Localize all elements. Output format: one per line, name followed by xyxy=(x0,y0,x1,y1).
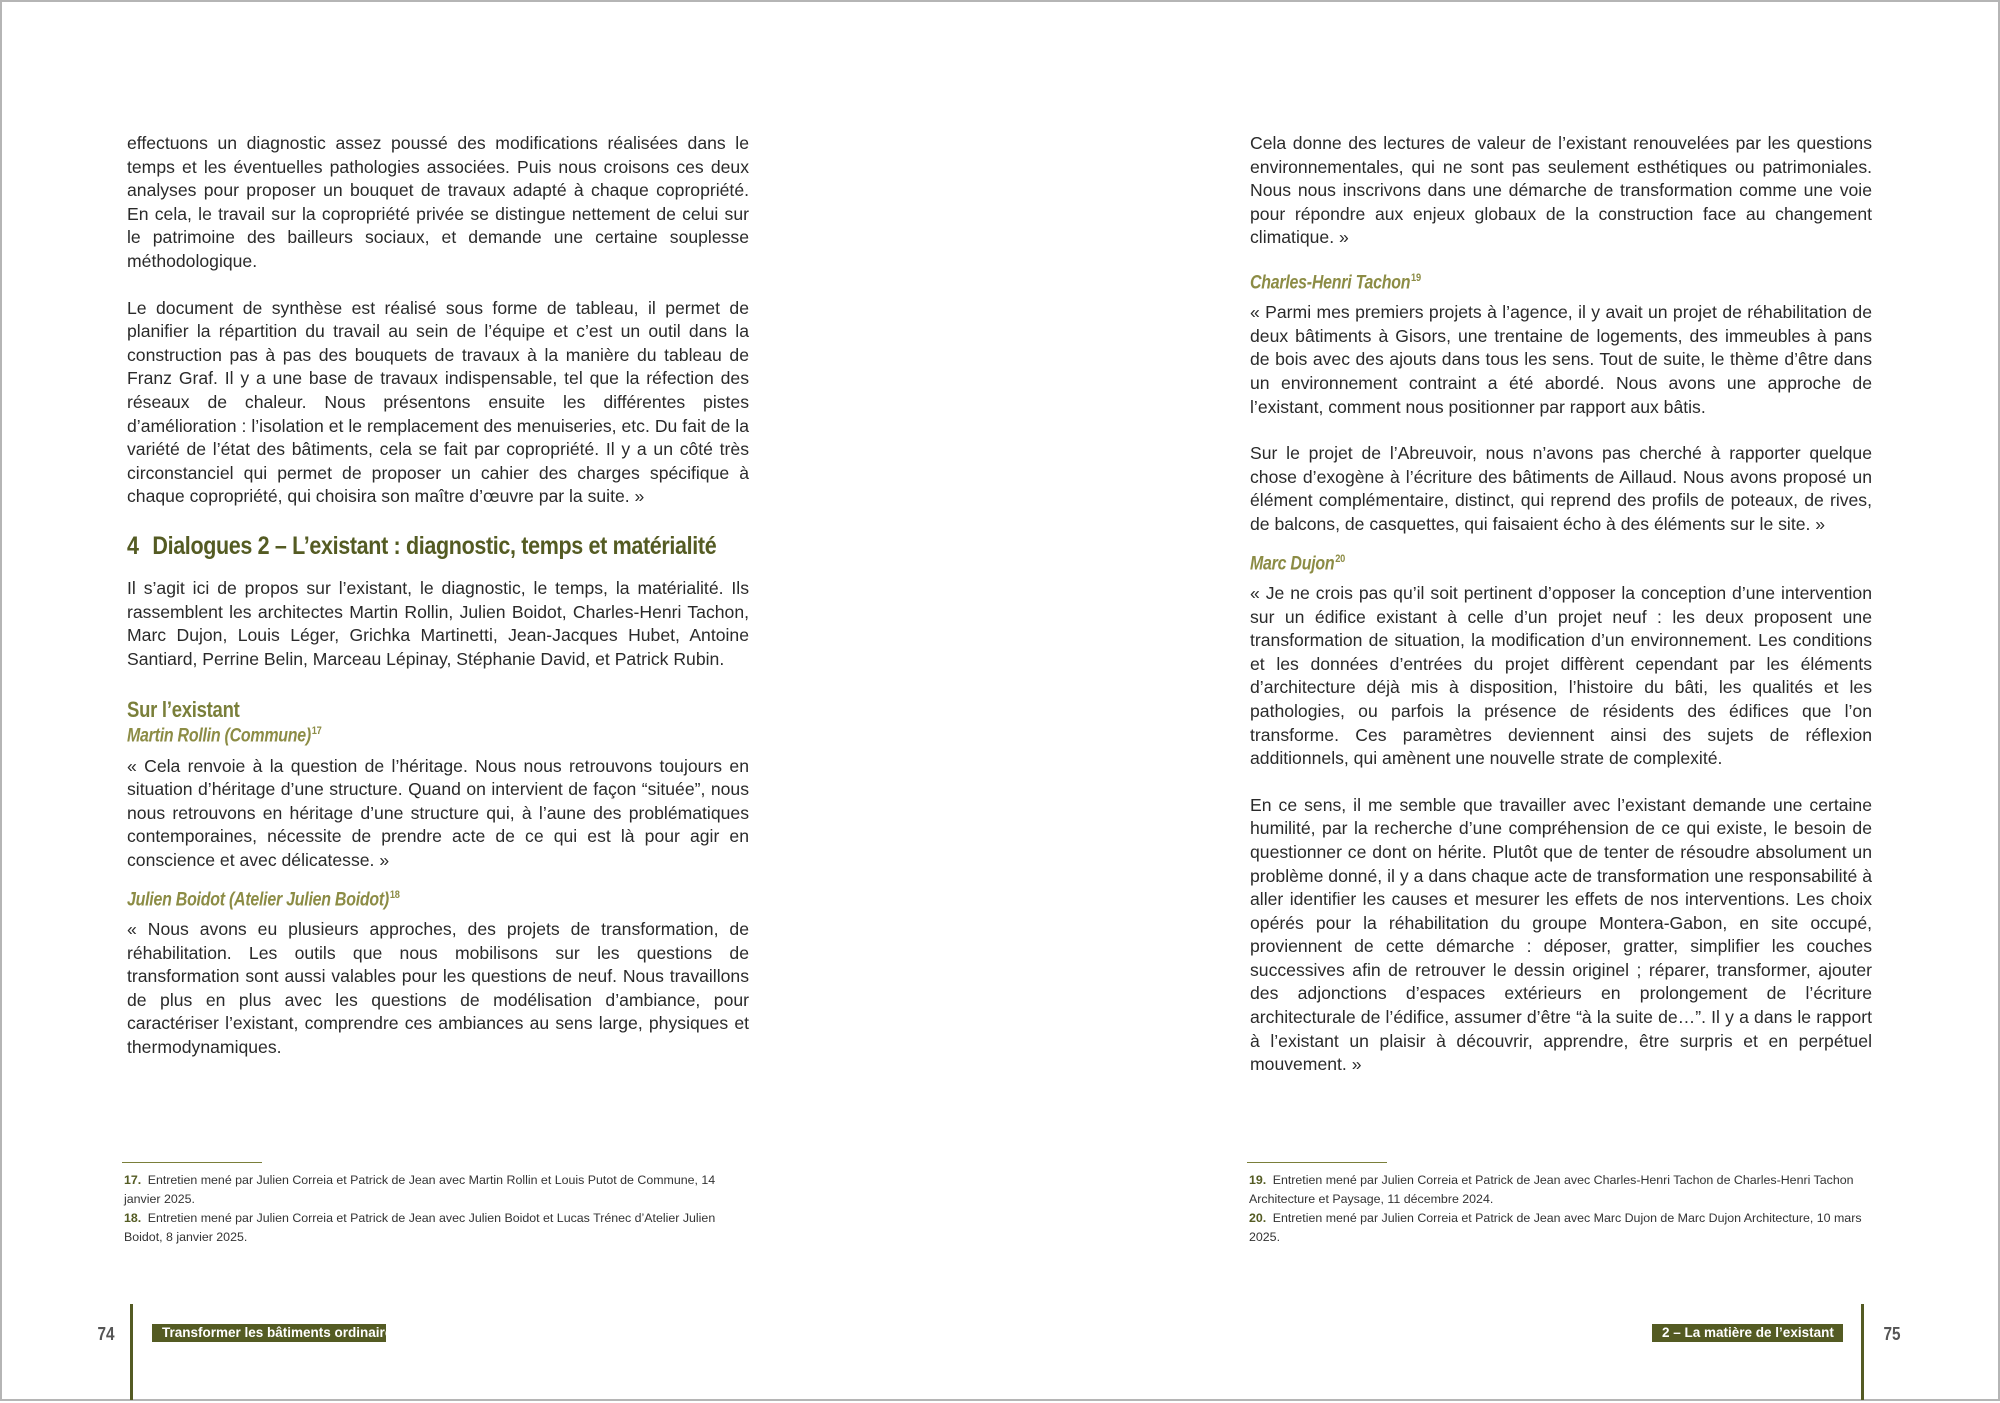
footnotes xyxy=(1249,1171,1875,1247)
running-title: 2 – La matière de l’existant xyxy=(1652,1324,1843,1342)
speaker-quote: « Nous avons eu plusieurs approches, des projets de transformation, de réhabilitation. Les outils que nous mobilisons sur les questions de transformation sont aussi valables pour les questions de neuf. Nous travaillons de plus en plus avec les questions de modélisation d’ambiance, pour caractériser l’existant, comprendre ces ambiances au sens large, physiques et thermodynamiques. xyxy=(127,918,749,1057)
footnote-ref[interactable]: 17 xyxy=(311,725,322,738)
left-page xyxy=(2,2,1002,1403)
footnote-ref[interactable]: 20 xyxy=(1335,552,1345,565)
footer-rule xyxy=(1861,1304,1864,1400)
footnote: 19. Entretien mené par Julien Correia et Patrick de Jean avec Charles-Henri Tachon de Charles-Henri Tachon Architecture et Paysage, 11 décembre 2024. xyxy=(1249,1173,1854,1206)
page-number: 75 xyxy=(1883,1324,1901,1344)
footnote: 18. Entretien mené par Julien Correia et Patrick de Jean avec Julien Boidot et Lucas Trénec d’Atelier Julien Boidot, 8 janvier 2025. xyxy=(124,1211,716,1244)
footnote-ref[interactable]: 18 xyxy=(389,888,400,901)
section-title: Dialogues 2 – L’existant : diagnostic, temps et matérialité xyxy=(152,531,717,560)
page-number: 74 xyxy=(97,1324,115,1344)
speaker-quote: En ce sens, il me semble que travailler avec l’existant demande une certaine humilité, par la recherche d’une compréhension de ce qui existe, le besoin de questionner ce dont on hérite. Plutôt que de tenter de résoudre absolument un problème donné, il y a dans chaque acte de transformation une responsabilité à aller identifier les causes et mesurer les effets de nos interventions. Les choix opérés pour la réhabilitation du groupe Montera-Gabon, en site occupé, proviennent de cette démarche : déposer, gratter, simplifier les couches successives afin de retrouver le dessin originel ; réparer, transformer, ajouter des adjonctions d’espaces extérieurs en prolongement de l’écriture architecturale de l’édifice, assumer d’être “à la suite de…”. Il y a dans le rapport à l’existant un plaisir à découvrir, apprendre, être surpris et en perpétuel mouvement. » xyxy=(1250,794,1872,1075)
subsection-title: Sur l’existant xyxy=(127,697,240,723)
speaker-name: Marc Dujon$^{20}$ xyxy=(1250,552,1345,574)
speaker-quote: « Je ne crois pas qu’il soit pertinent d’opposer la conception d’une intervention sur un édifice existant à celle d’un projet neuf : les deux proposent une transformation de situation, la modification d’un environnement. Les conditions et les données d’entrées du projet diffèrent cependant par les éléments d’architecture déjà mis à disposition, l’histoire du bâti, les qualités et les pathologies, ou parfois la présence de résidents des édifices que l’on transforme. Ces paramètres deviennent ainsi des sujets de réflexion additionnels, qui amènent une nouvelle strate de complexité. xyxy=(1250,582,1872,769)
speaker-quote: « Cela renvoie à la question de l’héritage. Nous nous retrouvons toujours en situation d’héritage d’une structure. Quand on intervient de façon “située”, nous nous retrouvons en héritage d’une structure qui, à l’aune des problématiques contemporaines, nécessite de prendre acte de ce qui est là pour agir en conscience et avec délicatesse. » xyxy=(127,755,749,870)
section-intro: Il s’agit ici de propos sur l’existant, le diagnostic, le temps, la matérialité. Ils rassemblent les architectes Martin Rollin, Julien Boidot, Charles-Henri Tachon, Marc Dujon, Louis Léger, Grichka Martinetti, Jean-Jacques Hubet, Antoine Santiard, Perrine Belin, Marceau Lépinay, Stéphanie David, et Patrick Rubin. xyxy=(127,577,749,669)
section-heading xyxy=(127,531,717,561)
right-page xyxy=(1002,2,2000,1403)
footnote: 17. Entretien mené par Julien Correia et Patrick de Jean avec Martin Rollin et Louis Putot de Commune, 14 janvier 2025. xyxy=(124,1173,716,1206)
section-number: 4 xyxy=(127,531,139,560)
footnotes xyxy=(124,1171,750,1247)
speaker-name: Martin Rollin (Commune)$^{17}$ xyxy=(127,725,322,747)
footnote-rule xyxy=(122,1162,262,1163)
speaker-quote: « Parmi mes premiers projets à l’agence, il y avait un projet de réhabilitation de deux bâtiments à Gisors, une trentaine de logements, des immeubles à pans de bois avec des ajouts dans tous les sens. Tout de suite, le thème d’être dans un environnement contraint a été abordé. Nous avons une approche de l’existant, comment nous positionner par rapport aux bâtis. xyxy=(1250,302,1872,417)
paragraph: Le document de synthèse est réalisé sous forme de tableau, il permet de planifier la répartition du travail au sein de l’équipe et c’est un outil dans la construction pas à pas des bouquets de travaux à la manière du tableau de Franz Graf. Il y a une base de travaux indispensable, tel que la réfection des réseaux de chaleur. Nous présentons ensuite les différentes pistes d’amélioration : l’isolation et le remplacement des menuiseries, etc. Du fait de la variété de l’état des bâtiments, cela se fait par copropriété. Il y a un côté très circonstanciel qui permet de proposer un cahier des charges spécifique à chaque copropriété, qui choisira son maître d’œuvre par la suite. » xyxy=(127,297,749,507)
paragraph: Cela donne des lectures de valeur de l’existant renouvelées par les questions environnementales, qui ne sont pas seulement esthétiques ou patrimoniales. Nous nous inscrivons dans une démarche de transformation comme une voie pour répondre aux enjeux globaux de la construction face au changement climatique. » xyxy=(1250,133,1872,248)
footnote-rule xyxy=(1247,1162,1387,1163)
paragraph: effectuons un diagnostic assez poussé des modifications réalisées dans le temps et les éventuelles pathologies associées. Puis nous croisons ces deux analyses pour proposer un bouquet de travaux adapté à chaque copropriété. En cela, le travail sur la copropriété privée se distingue nettement de celui sur le patrimoine des bailleurs sociaux, et demande une certaine souplesse méthodologique. xyxy=(127,133,749,271)
running-title: Transformer les bâtiments ordinaires xyxy=(152,1324,386,1342)
speaker-name: Charles-Henri Tachon$^{19}$ xyxy=(1250,271,1421,294)
footer-rule xyxy=(130,1304,133,1400)
footnote-ref[interactable]: 19 xyxy=(1411,271,1421,284)
speaker-quote: Sur le projet de l’Abreuvoir, nous n’avons pas cherché à rapporter quelque chose d’exogène à l’écriture des bâtiments de Aillaud. Nous avons proposé un élément complémentaire, distinct, qui reprend des profils de poteaux, de rives, de balcons, de casquettes, qui faisaient écho à des éléments sur le site. » xyxy=(1250,443,1872,535)
left-column xyxy=(127,132,749,1059)
footnote: 20. Entretien mené par Julien Correia et Patrick de Jean avec Marc Dujon de Marc Dujon Architecture, 10 mars 2025. xyxy=(1249,1211,1862,1244)
right-column xyxy=(1250,132,1872,1077)
speaker-name: Julien Boidot (Atelier Julien Boidot)$^{18}$ xyxy=(127,888,400,910)
